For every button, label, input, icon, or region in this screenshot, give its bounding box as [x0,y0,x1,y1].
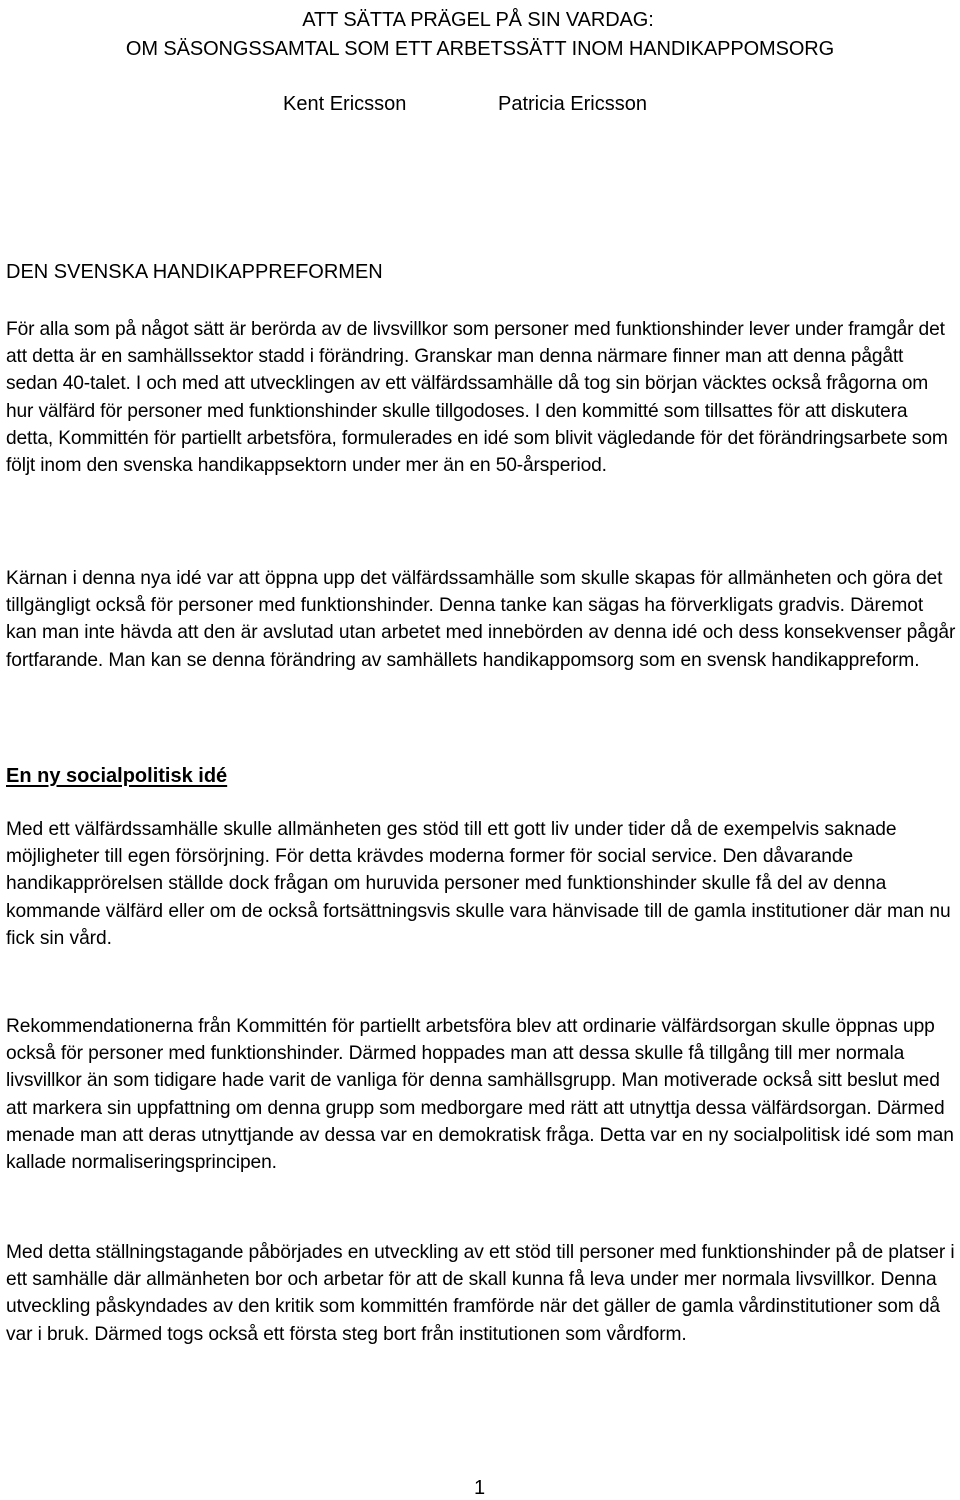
section-heading: DEN SVENSKA HANDIKAPPREFORMEN [6,261,383,283]
document-title [0,6,960,64]
body-paragraph: Med detta ställningstagande påbörjades en utveckling av ett stöd till personer med funktionshinder på de platser i ett samhälle där allmänheten bor och arbetar för att de skall kunna få leva under mer normala livsvillkor. Denna utveckling påskyndades av den kritik som kommittén framförde när det gäller de gamla vårdinstitutioner som då var i bruk. Därmed togs också ett första steg bort från institutionen som vårdform. [6,1242,955,1345]
page-number: 1 [474,1477,486,1499]
body-paragraph: För alla som på något sätt är berörda av de livsvillkor som personer med funktionshinder lever under framgår det att detta är en samhällssektor stadd i förändring. Granskar man denna närmare finner man att denna pågått sedan 40-talet. I och med att utvecklingen av ett välfärdssamhälle då tog sin början väcktes också frågorna om hur välfärd för personer med funktionshinder skulle tillgodoses. I den kommitté som tillsattes för att diskutera detta, Kommittén för partiellt arbetsföra, formulerades en idé som blivit vägledande för det förändringsarbete som följt inom den svenska handikappsektorn under mer än en 50-årsperiod. [6,319,948,477]
body-paragraph: Rekommendationerna från Kommittén för partiellt arbetsföra blev att ordinarie välfärdsorgan skulle öppnas upp också för personer med funktionshinder. Därmed hoppades man att dessa skulle få tillgång till mer normala livsvillkor än som tidigare hade varit de vanliga för denna samhällsgrupp. Man motiverade också sitt beslut med att markera sin uppfattning om denna grupp som medborgare med rätt att utnyttja dessa välfärdsorgan. Därmed menade man att deras utnyttjande av dessa var en demokratisk fråga. Detta var en ny socialpolitisk idé som man kallade normaliseringsprincipen. [6,1016,954,1174]
title-line-2: OM SÄSONGSSAMTAL SOM ETT ARBETSSÄTT INOM HANDIKAPPOMSORG [125,38,835,60]
author-list [0,91,960,117]
subsection-heading: En ny socialpolitisk idé [6,765,228,787]
author-name: Patricia Ericsson [498,93,647,115]
title-line-1: ATT SÄTTA PRÄGEL PÅ SIN VARDAG: [302,9,654,31]
body-paragraph: Kärnan i denna nya idé var att öppna upp det välfärdssamhälle som skulle skapas för allmänheten och göra det tillgängligt också för personer med funktionshinder. Denna tanke kan sägas ha förverkligats gradvis. Däremot kan man inte hävda att den är avslutad utan arbetet med innebörden av denna idé och dess konsekvenser pågår fortfarande. Man kan se denna förändring av samhällets handikappomsorg som en svensk handikappreform. [6,568,956,671]
author-name: Kent Ericsson [283,93,407,115]
body-paragraph: Med ett välfärdssamhälle skulle allmänheten ges stöd till ett gott liv under tider då de exempelvis saknade möjligheter till egen försörjning. För detta krävdes moderna former för social service. Den dåvarande handikapprörelsen ställde dock frågan om huruvida personer med funktionshinder skulle få del av denna kommande välfärd eller om de också fortsättningsvis skulle vara hänvisade till de gamla institutioner där man nu fick sin vård. [6,819,951,949]
